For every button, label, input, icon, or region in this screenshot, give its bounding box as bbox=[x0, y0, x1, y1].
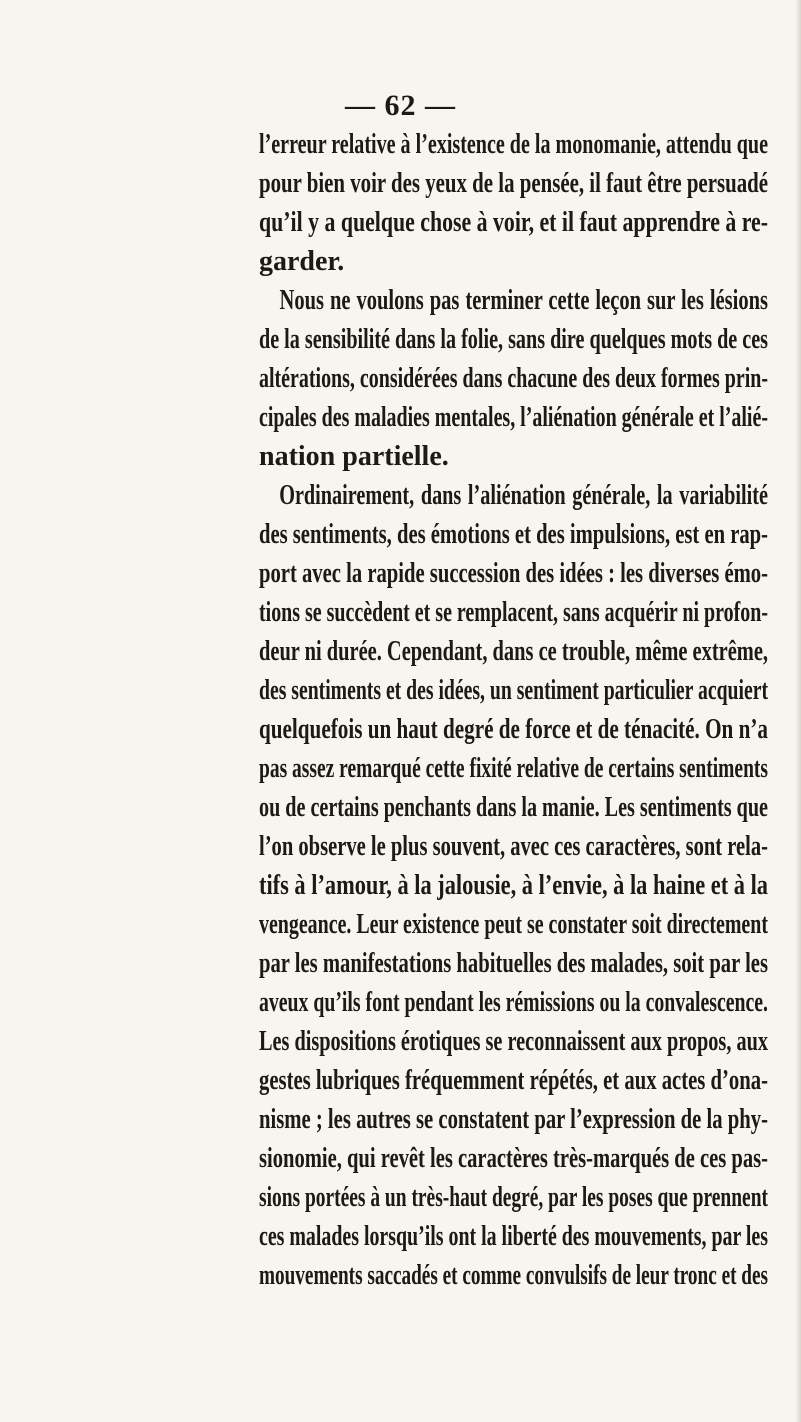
text-line: des sentiments, des émotions et des impulsions, est en rap- bbox=[259, 519, 768, 550]
text-line: tifs à l’amour, à la jalousie, à l’envie, à la haine et à la bbox=[259, 870, 768, 901]
text-line: deur ni durée. Cependant, dans ce trouble, même extrême, bbox=[259, 636, 768, 667]
text-line: gestes lubriques fréquemment répétés, et aux actes d’ona- bbox=[259, 1065, 768, 1096]
text-line: quelquefois un haut degré de force et de ténacité. On n’a bbox=[259, 714, 768, 745]
text-line: ces malades lorsqu’ils ont la liberté des mouvements, par les bbox=[259, 1221, 768, 1252]
text-line: des sentiments et des idées, un sentiment particulier acquiert bbox=[259, 675, 768, 706]
text-line: Nous ne voulons pas terminer cette leçon sur les lésions bbox=[279, 285, 768, 316]
page-number-header: — 62 — bbox=[345, 89, 456, 122]
text-line: vengeance. Leur existence peut se constater soit directement bbox=[259, 909, 768, 940]
text-line: qu’il y a quelque chose à voir, et il faut apprendre à re- bbox=[259, 207, 768, 238]
text-line: par les manifestations habituelles des malades, soit par les bbox=[259, 948, 768, 979]
text-line: sionomie, qui revêt les caractères très-marqués de ces pas- bbox=[259, 1143, 768, 1174]
text-line: altérations, considérées dans chacune des deux formes prin- bbox=[259, 363, 768, 394]
text-line: Ordinairement, dans l’aliénation générale, la variabilité bbox=[279, 480, 768, 511]
text-line: de la sensibilité dans la folie, sans dire quelques mots de ces bbox=[259, 324, 768, 355]
text-line: cipales des maladies mentales, l’aliénation générale et l’alié- bbox=[259, 402, 768, 433]
text-line: mouvements saccadés et comme convulsifs de leur tronc et des bbox=[259, 1260, 768, 1291]
text-line: sions portées à un très-haut degré, par les poses que prennent bbox=[259, 1182, 768, 1213]
text-line: garder. bbox=[259, 246, 345, 277]
text-line: nation partielle. bbox=[259, 441, 449, 472]
text-line: nisme ; les autres se constatent par l’expression de la phy- bbox=[259, 1104, 768, 1135]
text-line: pas assez remarqué cette fixité relative de certains sentiments bbox=[259, 753, 768, 784]
text-line: pour bien voir des yeux de la pensée, il faut être persuadé bbox=[259, 168, 768, 199]
text-line: Les dispositions érotiques se reconnaissent aux propos, aux bbox=[259, 1026, 768, 1057]
text-line: tions se succèdent et se remplacent, sans acquérir ni profon- bbox=[259, 597, 768, 628]
text-line: l’on observe le plus souvent, avec ces caractères, sont rela- bbox=[259, 831, 768, 862]
text-line: l’erreur relative à l’existence de la monomanie, attendu que bbox=[259, 129, 768, 160]
text-line: aveux qu’ils font pendant les rémissions ou la convalescence. bbox=[259, 987, 768, 1018]
text-line: port avec la rapide succession des idées : les diverses émo- bbox=[259, 558, 768, 589]
text-line: ou de certains penchants dans la manie. Les sentiments que bbox=[259, 792, 768, 823]
